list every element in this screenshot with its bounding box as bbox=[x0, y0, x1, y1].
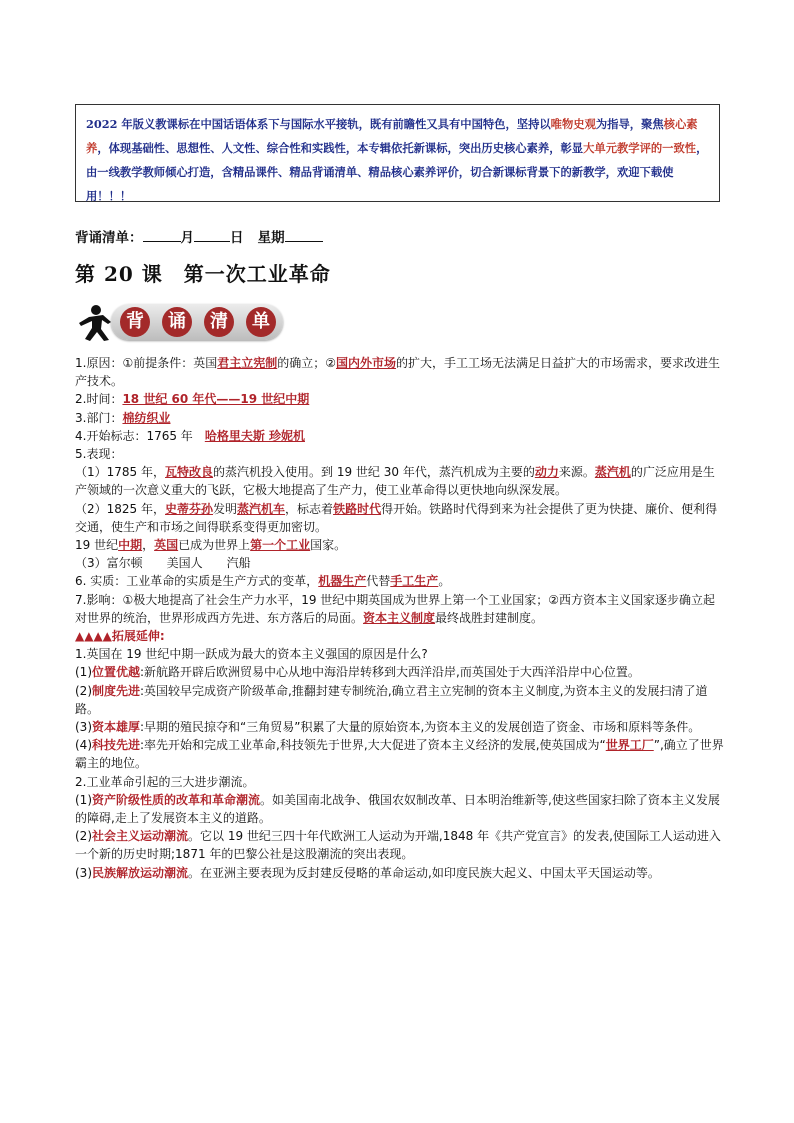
text: (3) bbox=[75, 720, 92, 735]
intro-highlight-2: 核心素养 bbox=[86, 117, 698, 155]
text: (3) bbox=[75, 865, 92, 880]
answer-4 bbox=[75, 736, 725, 772]
text: 得开始。铁路时代得到来为社会提供了更为快捷、廉价、便利得交通，使生产和市场之间得联系变得更加密切。 bbox=[75, 501, 718, 534]
day-label: 日 bbox=[230, 230, 244, 246]
text: 的扩大，手工工场无法满足日益扩大的市场需求，要求改进生产技术。 bbox=[75, 356, 721, 389]
text: ，标志着 bbox=[285, 501, 334, 516]
intro-text-2: 为指导，聚焦 bbox=[595, 117, 664, 131]
text: (2) bbox=[75, 683, 92, 698]
key-term: 制度先进 bbox=[92, 683, 141, 698]
item-essence bbox=[75, 572, 725, 590]
text: 来源。 bbox=[558, 465, 595, 480]
answer-2 bbox=[75, 682, 725, 718]
key-term: 第一个工业 bbox=[250, 538, 311, 553]
key-term: 世界工厂 bbox=[605, 738, 654, 753]
text: (4) bbox=[75, 738, 92, 753]
text: （1）1785 年， bbox=[75, 465, 165, 480]
key-term: 18 世纪 60 年代——19 世纪中期 bbox=[122, 392, 310, 407]
key-term: 位置优越 bbox=[92, 665, 141, 680]
recite-label: 背诵清单： bbox=[75, 230, 143, 246]
key-term: 民族解放运动潮流 bbox=[92, 865, 189, 880]
extension-question-2: 2.工业革命引起的三大进步潮流。 bbox=[75, 774, 255, 789]
key-term: 君主立宪制 bbox=[217, 356, 278, 370]
item-cause bbox=[75, 354, 725, 390]
text: 。在亚洲主要表现为反封建反侵略的革命运动,如印度民族大起义、中国太平天国运动等。 bbox=[188, 865, 660, 880]
lesson-title: 第 20 课 第一次工业革命 bbox=[75, 262, 331, 286]
item-perf-3: （3）富尔顿 美国人 汽船 bbox=[75, 556, 251, 571]
key-term: 铁路时代 bbox=[333, 501, 382, 516]
key-term: 国内外市场 bbox=[336, 356, 397, 370]
key-term: 科技先进 bbox=[92, 738, 141, 753]
key-term: 资本主义制度 bbox=[363, 610, 436, 625]
key-term: 史蒂芬孙 bbox=[165, 501, 214, 516]
text: 6. 实质：工业革命的实质是生产方式的变革， bbox=[75, 574, 319, 589]
text: 。如美国南北战争、俄国农奴制改革、日本明治维新等,使这些国家扫除了资本主义发展的障碍,走上了发展资本主义的道路。 bbox=[75, 792, 720, 826]
recite-banner bbox=[75, 300, 287, 344]
text: :率先开始和完成工业革命,科技领先于世界,大大促进了资本主义经济的发展,使英国成为“ bbox=[140, 738, 606, 753]
text: :英国较早完成资产阶级革命,推翻封建专制统治,确立君主立宪制的资本主义制度,为资本主义的发展扫清了道路。 bbox=[75, 683, 708, 716]
text: 的广泛应用是生产领域的一次意义重大的飞跃，它极大地提高了生产力，使工业革命得以更快地向纵深发展。 bbox=[75, 465, 715, 498]
text: 2.时间： bbox=[75, 392, 123, 407]
key-term: 哈格里夫斯 珍妮机 bbox=[204, 428, 305, 443]
trend-2 bbox=[75, 827, 725, 863]
intro-text-3: ，体现基础性、思想性、人文性、综合性和实践性，本专辑依托新课标，突出历史核心素养，彰显 bbox=[97, 141, 584, 155]
key-term: 动力 bbox=[534, 465, 559, 480]
text: 。它以 19 世纪三四十年代欧洲工人运动为开端,1848 年《共产党宣言》的发表,使国际工人运动进入一个新的历史时期;1871 年的巴黎公社是这股潮流的突出表现。 bbox=[75, 829, 721, 862]
key-term: 瓦特改良 bbox=[165, 465, 214, 480]
text: 国家。 bbox=[310, 538, 347, 553]
week-blank bbox=[285, 229, 323, 242]
text: 已成为世界上 bbox=[178, 538, 251, 553]
key-term: 机器生产 bbox=[318, 574, 367, 589]
extension-title: ▲▲▲▲拓展延伸: bbox=[75, 629, 165, 644]
key-term: 蒸汽机 bbox=[594, 465, 631, 480]
text: 19 世纪 bbox=[75, 538, 119, 553]
item-perf-1 bbox=[75, 463, 725, 499]
text: ， bbox=[142, 538, 155, 553]
key-term: 资本雄厚 bbox=[92, 720, 141, 735]
text: (2) bbox=[75, 829, 92, 844]
day-blank bbox=[194, 229, 230, 242]
trend-3 bbox=[75, 864, 725, 882]
intro-highlight-1: 唯物史观 bbox=[550, 117, 596, 131]
item-19th bbox=[75, 536, 725, 554]
month-blank bbox=[143, 229, 181, 242]
text: 最终战胜封建制度。 bbox=[435, 610, 544, 625]
text: 代替 bbox=[366, 574, 391, 589]
intro-text-1: 2022 年版义教课标在中国话语体系下与国际水平接轨，既有前瞻性又具有中国特色，坚持以 bbox=[86, 117, 551, 131]
item-start bbox=[75, 427, 725, 445]
answer-1 bbox=[75, 663, 725, 681]
text: 的确立；② bbox=[277, 356, 336, 370]
banner-char-3: 清 bbox=[204, 307, 234, 337]
text: （2）1825 年， bbox=[75, 501, 165, 516]
key-term: 手工生产 bbox=[390, 574, 439, 589]
key-term: 蒸汽机车 bbox=[237, 501, 286, 516]
item-perf-2 bbox=[75, 500, 725, 536]
trend-1 bbox=[75, 791, 725, 827]
text: 发明 bbox=[213, 501, 238, 516]
text: :新航路开辟后欧洲贸易中心从地中海沿岸转移到大西洋沿岸,而英国处于大西洋沿岸中心位置。 bbox=[140, 665, 640, 680]
text: 4.开始标志：1765 年 bbox=[75, 428, 205, 443]
text: (1) bbox=[75, 665, 92, 680]
text: 1.原因：①前提条件：英国 bbox=[75, 356, 218, 370]
ninja-icon bbox=[75, 302, 115, 342]
item-impact bbox=[75, 591, 725, 627]
item-time bbox=[75, 390, 725, 408]
extension-question-1: 1.英国在 19 世纪中期一跃成为最大的资本主义强国的原因是什么? bbox=[75, 647, 428, 662]
month-label: 月 bbox=[180, 230, 194, 246]
key-term: 中期 bbox=[118, 538, 143, 553]
intro-text-4: ，由一线教学教师倾心打造，含精品课件、精品背诵清单、精品核心素养评价，切合新课标背景下的新教学，欢迎下载使用！！！ bbox=[86, 141, 708, 203]
text: 的蒸汽机投入使用。到 19 世纪 30 年代，蒸汽机成为主要的 bbox=[213, 465, 535, 480]
key-term: 棉纺织业 bbox=[122, 410, 171, 425]
intro-highlight-3: 大单元教学评的一致性 bbox=[583, 141, 697, 155]
item-performance: 5.表现： bbox=[75, 447, 123, 462]
text: :早期的殖民掠夺和“三角贸易”积累了大量的原始资本,为资本主义的发展创造了资金、市场和原料等条件。 bbox=[140, 720, 701, 735]
recite-line bbox=[75, 226, 323, 246]
intro-box bbox=[75, 104, 720, 202]
key-term: 资产阶级性质的改革和革命潮流 bbox=[92, 792, 261, 807]
text: (1) bbox=[75, 792, 92, 807]
answer-3 bbox=[75, 718, 725, 736]
text: ”,确立了世界霸主的地位。 bbox=[75, 738, 724, 771]
week-label: 星期 bbox=[257, 230, 285, 246]
text: 。 bbox=[438, 574, 451, 589]
item-sector bbox=[75, 409, 725, 427]
banner-char-1: 背 bbox=[120, 307, 150, 337]
text: 3.部门： bbox=[75, 410, 123, 425]
key-term: 英国 bbox=[154, 538, 179, 553]
banner-char-2: 诵 bbox=[162, 307, 192, 337]
banner-char-4: 单 bbox=[246, 307, 276, 337]
key-term: 社会主义运动潮流 bbox=[92, 829, 189, 844]
recite-content bbox=[75, 354, 725, 882]
text: 7.影响：①极大地提高了社会生产力水平，19 世纪中期英国成为世界上第一个工业国家；②西方资本主义国家逐步确立起对世界的统治，世界形成西方先进、东方落后的局面。 bbox=[75, 592, 716, 625]
